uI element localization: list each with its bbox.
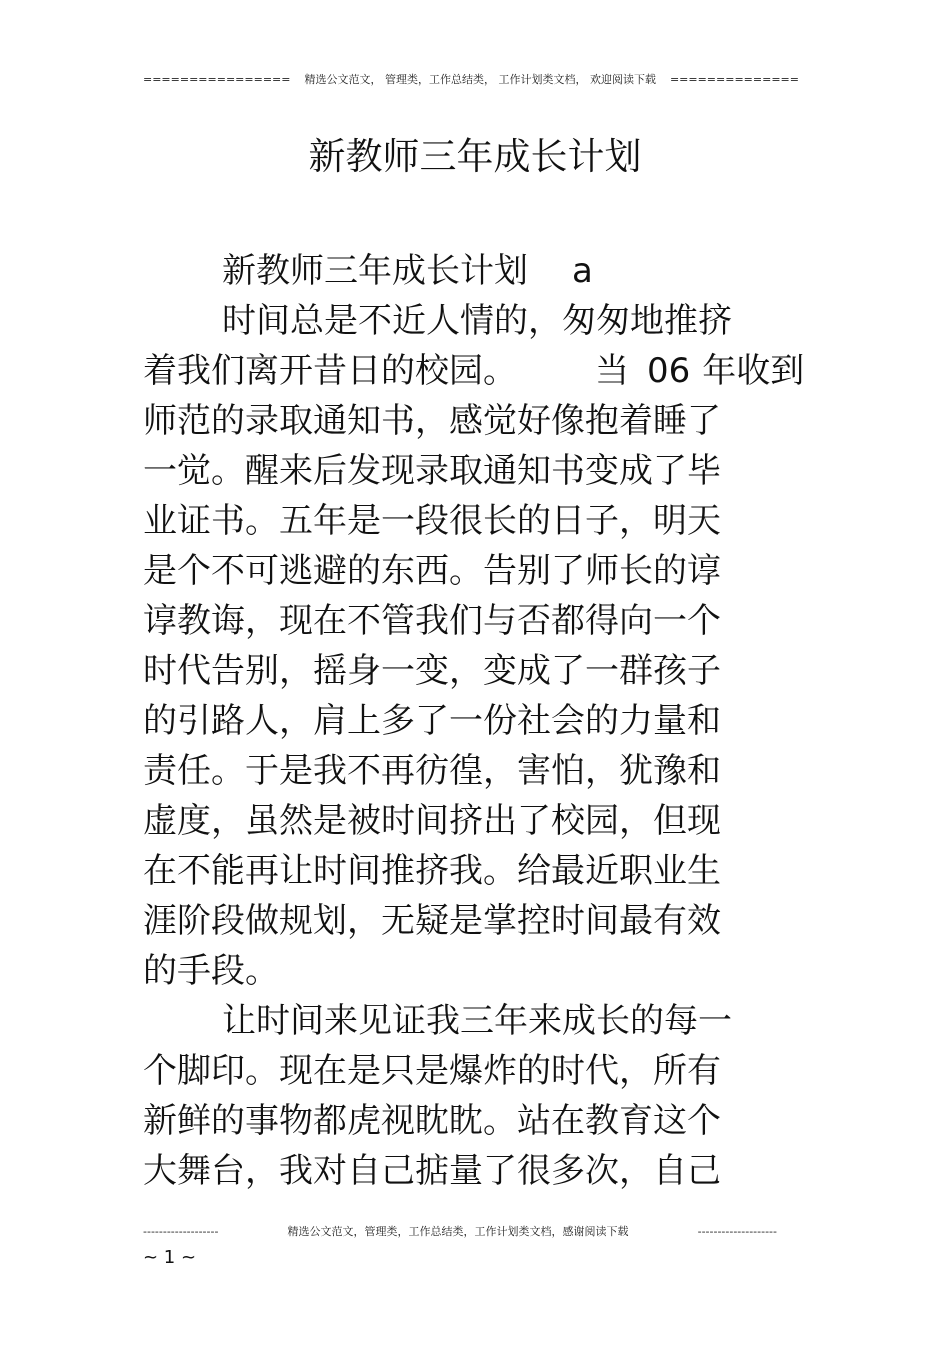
body-line: 的手段。 <box>143 951 279 991</box>
body-line: 的引路人，肩上多了一份社会的力量和 <box>143 701 721 741</box>
footer-text: 精选公文范文，管理类，工作总结类，工作计划类文档，感谢阅读下载 <box>287 1225 629 1238</box>
body-line: 时间总是不近人情的，匆匆地推挤 <box>222 301 732 341</box>
body-line: 谆教诲，现在不管我们与否都得向一个 <box>143 601 721 641</box>
body-line: 业证书。五年是一段很长的日子，明天 <box>143 501 721 541</box>
body-line: 是个不可逃避的东西。告别了师长的谆 <box>143 551 721 591</box>
page-number: ~ 1 ~ <box>143 1247 197 1268</box>
document-body <box>143 246 803 1196</box>
body-line: 个脚印。现在是只是爆炸的时代，所有 <box>143 1051 721 1091</box>
body-heading-text: 新教师三年成长计划 <box>222 251 528 291</box>
body-line: 时代告别，摇身一变，变成了一群孩子 <box>143 651 721 691</box>
body-line: 师范的录取通知书，感觉好像抱着睡了 <box>143 401 721 441</box>
body-heading-suffix: a <box>572 251 593 291</box>
body-line <box>143 346 803 396</box>
header-right-rule: ============== <box>669 73 799 86</box>
footer-right-rule: -------------------- <box>697 1225 777 1238</box>
body-line: 一觉。醒来后发现录取通知书变成了毕 <box>143 451 721 491</box>
body-line: 责任。于是我不再彷徨，害怕，犹豫和 <box>143 751 721 791</box>
footer-left-rule: ------------------- <box>143 1225 219 1238</box>
body-line-part: 年收到 <box>702 351 805 391</box>
body-line: 虚度，虽然是被时间挤出了校园，但现 <box>143 801 721 841</box>
body-line-part: 当 <box>595 351 629 391</box>
header-left-rule: ================ <box>143 73 291 86</box>
body-line-part: 着我们离开昔日的校园。 <box>143 351 517 391</box>
document-title: 新教师三年成长计划 <box>308 135 642 178</box>
body-line: 让时间来见证我三年来成长的每一 <box>222 1001 732 1041</box>
body-line-part: 06 <box>647 351 691 391</box>
header-text: 精选公文范文， 管理类，工作总结类， 工作计划类文档， 欢迎阅读下载 <box>304 73 656 86</box>
body-line: 新鲜的事物都虎视眈眈。站在教育这个 <box>143 1101 721 1141</box>
page-header <box>143 72 799 88</box>
page-footer <box>143 1224 777 1240</box>
body-line: 在不能再让时间推挤我。给最近职业生 <box>143 851 721 891</box>
body-line: 大舞台，我对自己掂量了很多次，自己 <box>143 1151 721 1191</box>
body-line: 涯阶段做规划，无疑是掌控时间最有效 <box>143 901 721 941</box>
body-heading-line <box>143 246 803 296</box>
